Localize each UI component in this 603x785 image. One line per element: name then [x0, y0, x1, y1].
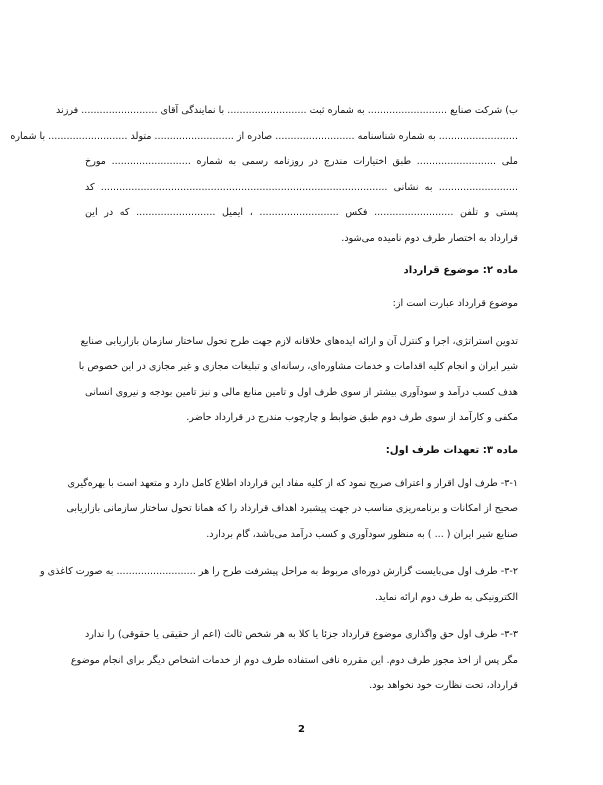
article-2-line: تدوین استراتژی، اجرا و کنترل آن و ارائه ایده‌های خلاقانه لازم جهت طرح تحول ساختار سازمان بازاریابی صنایع [80, 335, 518, 347]
party-b-line: .......................... به شماره شناسنامه .......................... صادره از .......................... متولد .......................... با شماره [10, 130, 518, 142]
clause-line: صحیح از امکانات و برنامه‌ریزی مناسب در جهت پیشبرد اهداف قرارداد را که همانا تحول ساختار سازمانی بازاریابی [66, 503, 518, 514]
article-2-paragraph [78, 329, 518, 431]
clause-line: ۳-۱- طرف اول اقرار و اعتراف صریح نمود که از کلیه مفاد این قرارداد اطلاع کامل دارد و متعهد است با بهره‌گیری [67, 477, 518, 489]
article-2-line: هدف کسب درآمد و سودآوری بیشتر از سوی طرف اول و تامین منابع مالی و نیز تامین بودجه و نیروی انسانی [85, 386, 518, 398]
clause-3-2 [39, 559, 518, 610]
clause-3-3 [70, 622, 518, 699]
clause-3-1 [66, 471, 518, 548]
clause-line: صنایع شیر ایران ( ... ) به منظور سودآوری و کسب درآمد می‌باشد، گام بردارد. [206, 528, 518, 540]
article-2-intro: موضوع قرارداد عبارت است از: [392, 298, 518, 309]
party-b-line: ملی .......................... طبق اختیارات مندرج در روزنامه رسمی به شماره .......................... مورخ [85, 156, 518, 167]
clause-line: الکترونیکی به طرف دوم ارائه نماید. [374, 591, 518, 603]
clause-line: ۳-۳- طرف اول حق واگذاری موضوع قرارداد جزئا یا کلا به هر شخص ثالث (اعم از حقیقی یا حقوقی) را ندارد [85, 629, 518, 640]
party-b-line: پستی و تلفن .......................... فکس .......................... ، ایمیل .......................... که در این [85, 207, 518, 218]
article-2-line: شیر ایران و انجام کلیه اقدامات و خدمات مشاوره‌ای، رسانه‌ای و تبلیغات مجازی و غیر مجازی در این خصوص با [78, 361, 518, 372]
party-b-line: قرارداد به اختصار طرف دوم نامیده می‌شود. [341, 232, 518, 244]
party-b-paragraph [10, 98, 518, 251]
clause-line: مگر پس از اخذ مجوز طرف دوم. این مقرره نافی استفاده طرف دوم از خدمات اشخاص دیگر برای انجام موضوع [70, 654, 518, 666]
article-2-line: مکفی و کارآمد از سوی طرف دوم طبق ضوابط و چارچوب مندرج در قرارداد حاضر. [186, 412, 518, 423]
party-b-line: ب) شرکت صنایع .......................... به شماره ثبت .......................... با نمایندگی آقای ......................... فرزند [55, 105, 518, 116]
article-3-heading: ماده ۳: تعهدات طرف اول: [385, 444, 518, 456]
clause-line: قرارداد، تحت نظارت خود نخواهد بود. [369, 680, 518, 691]
clause-line: ۳-۲- طرف اول می‌بایست گزارش دوره‌ای مربوط به مراحل پیشرفت طرح را هر .......................... به صورت کاغذی و [39, 566, 518, 577]
article-2-heading: ماده ۲: موضوع قرارداد [403, 265, 518, 276]
page-number: 2 [298, 724, 305, 735]
document-body [10, 98, 518, 699]
party-b-line: .......................... به نشانی .............................................................................................. کد [85, 181, 518, 193]
